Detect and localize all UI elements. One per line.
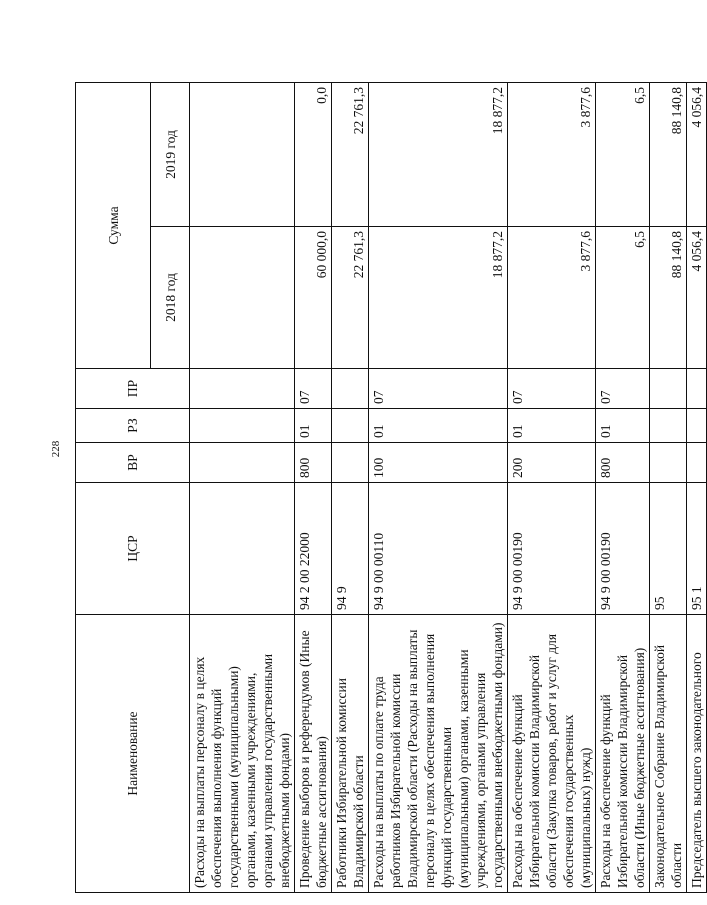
cell-pr: 07 (508, 369, 596, 409)
cell-2019: 22 761,3 (332, 82, 369, 226)
table-row (650, 82, 687, 892)
cell-rz (190, 409, 295, 443)
cell-vr (687, 443, 707, 483)
cell-2018: 6,5 (596, 227, 650, 369)
cell-vr: 800 (596, 443, 650, 483)
cell-2019 (190, 82, 295, 226)
cell-pr: 07 (295, 369, 332, 409)
cell-rz (332, 409, 369, 443)
cell-pr: 07 (369, 369, 508, 409)
cell-name: Проведение выборов и референдумов (Иные бюджетные ассигнования) (295, 615, 332, 893)
header-name: Наименование (76, 615, 190, 893)
table-row (369, 82, 508, 892)
table-row (508, 82, 596, 892)
cell-name: Законодательное Собрание Владимирской области (650, 615, 687, 893)
header-vr: ВР (76, 443, 190, 483)
cell-2019: 18 877,2 (369, 82, 508, 226)
cell-pr (332, 369, 369, 409)
budget-table (75, 82, 707, 893)
cell-2018 (190, 227, 295, 369)
cell-name: Расходы на выплаты по оплате труда работников Избирательной комиссии Владимирской области (Расходы на выплаты персоналу в целях обеспечения выполнения функций государственными (муниципальными) органами, казенными учреждениями, органами управления государственными внебюджетными фондами) (369, 615, 508, 893)
cell-csr: 95 (650, 483, 687, 615)
cell-vr: 200 (508, 443, 596, 483)
header-pr: ПР (76, 369, 190, 409)
cell-name: Председатель высшего законодательного (687, 615, 707, 893)
header-year-2018: 2018 год (151, 227, 190, 369)
cell-rz (650, 409, 687, 443)
table-row (596, 82, 650, 892)
cell-2019: 4 056,4 (687, 82, 707, 226)
header-year-2019: 2019 год (151, 82, 190, 226)
page-number: 228 (50, 440, 62, 458)
cell-name: Расходы на обеспечение функций Избирательной комиссии Владимирской области (Иные бюджетные ассигнования) (596, 615, 650, 893)
cell-csr: 94 9 00 00190 (596, 483, 650, 615)
table-row (332, 82, 369, 892)
cell-csr: 94 9 (332, 483, 369, 615)
cell-csr (190, 483, 295, 615)
cell-pr: 07 (596, 369, 650, 409)
cell-csr: 94 2 00 22000 (295, 483, 332, 615)
cell-2018: 4 056,4 (687, 227, 707, 369)
cell-vr (190, 443, 295, 483)
cell-name: Работники Избирательной комиссии Владимирской области (332, 615, 369, 893)
header-row (76, 82, 151, 892)
cell-csr: 94 9 00 00190 (508, 483, 596, 615)
cell-2019: 88 140,8 (650, 82, 687, 226)
table-row (190, 82, 295, 892)
cell-2018: 60 000,0 (295, 227, 332, 369)
cell-2019: 0,0 (295, 82, 332, 226)
cell-name: (Расходы на выплаты персоналу в целях обеспечения выполнения функций государственными (муниципальными) органами, казенными учреждениями, органами управления государственными внебюджетными фондами) (190, 615, 295, 893)
cell-2018: 18 877,2 (369, 227, 508, 369)
header-sum: Сумма (76, 82, 151, 368)
table-row (295, 82, 332, 892)
cell-vr (650, 443, 687, 483)
cell-rz: 01 (596, 409, 650, 443)
header-rz: РЗ (76, 409, 190, 443)
header-csr: ЦСР (76, 483, 190, 615)
cell-2019: 6,5 (596, 82, 650, 226)
cell-csr: 95 1 (687, 483, 707, 615)
cell-2019: 3 877,6 (508, 82, 596, 226)
cell-pr (190, 369, 295, 409)
cell-rz: 01 (508, 409, 596, 443)
cell-rz (687, 409, 707, 443)
cell-pr (687, 369, 707, 409)
cell-rz: 01 (295, 409, 332, 443)
cell-rz: 01 (369, 409, 508, 443)
cell-2018: 88 140,8 (650, 227, 687, 369)
cell-vr: 800 (295, 443, 332, 483)
table-row (687, 82, 707, 892)
cell-2018: 3 877,6 (508, 227, 596, 369)
cell-pr (650, 369, 687, 409)
rotated-page-content (75, 83, 704, 893)
cell-vr: 100 (369, 443, 508, 483)
cell-vr (332, 443, 369, 483)
cell-name: Расходы на обеспечение функций Избирательной комиссии Владимирской области (Закупка товаров, работ и услуг для обеспечения государственных (муниципальных) нужд) (508, 615, 596, 893)
cell-2018: 22 761,3 (332, 227, 369, 369)
cell-csr: 94 9 00 00110 (369, 483, 508, 615)
